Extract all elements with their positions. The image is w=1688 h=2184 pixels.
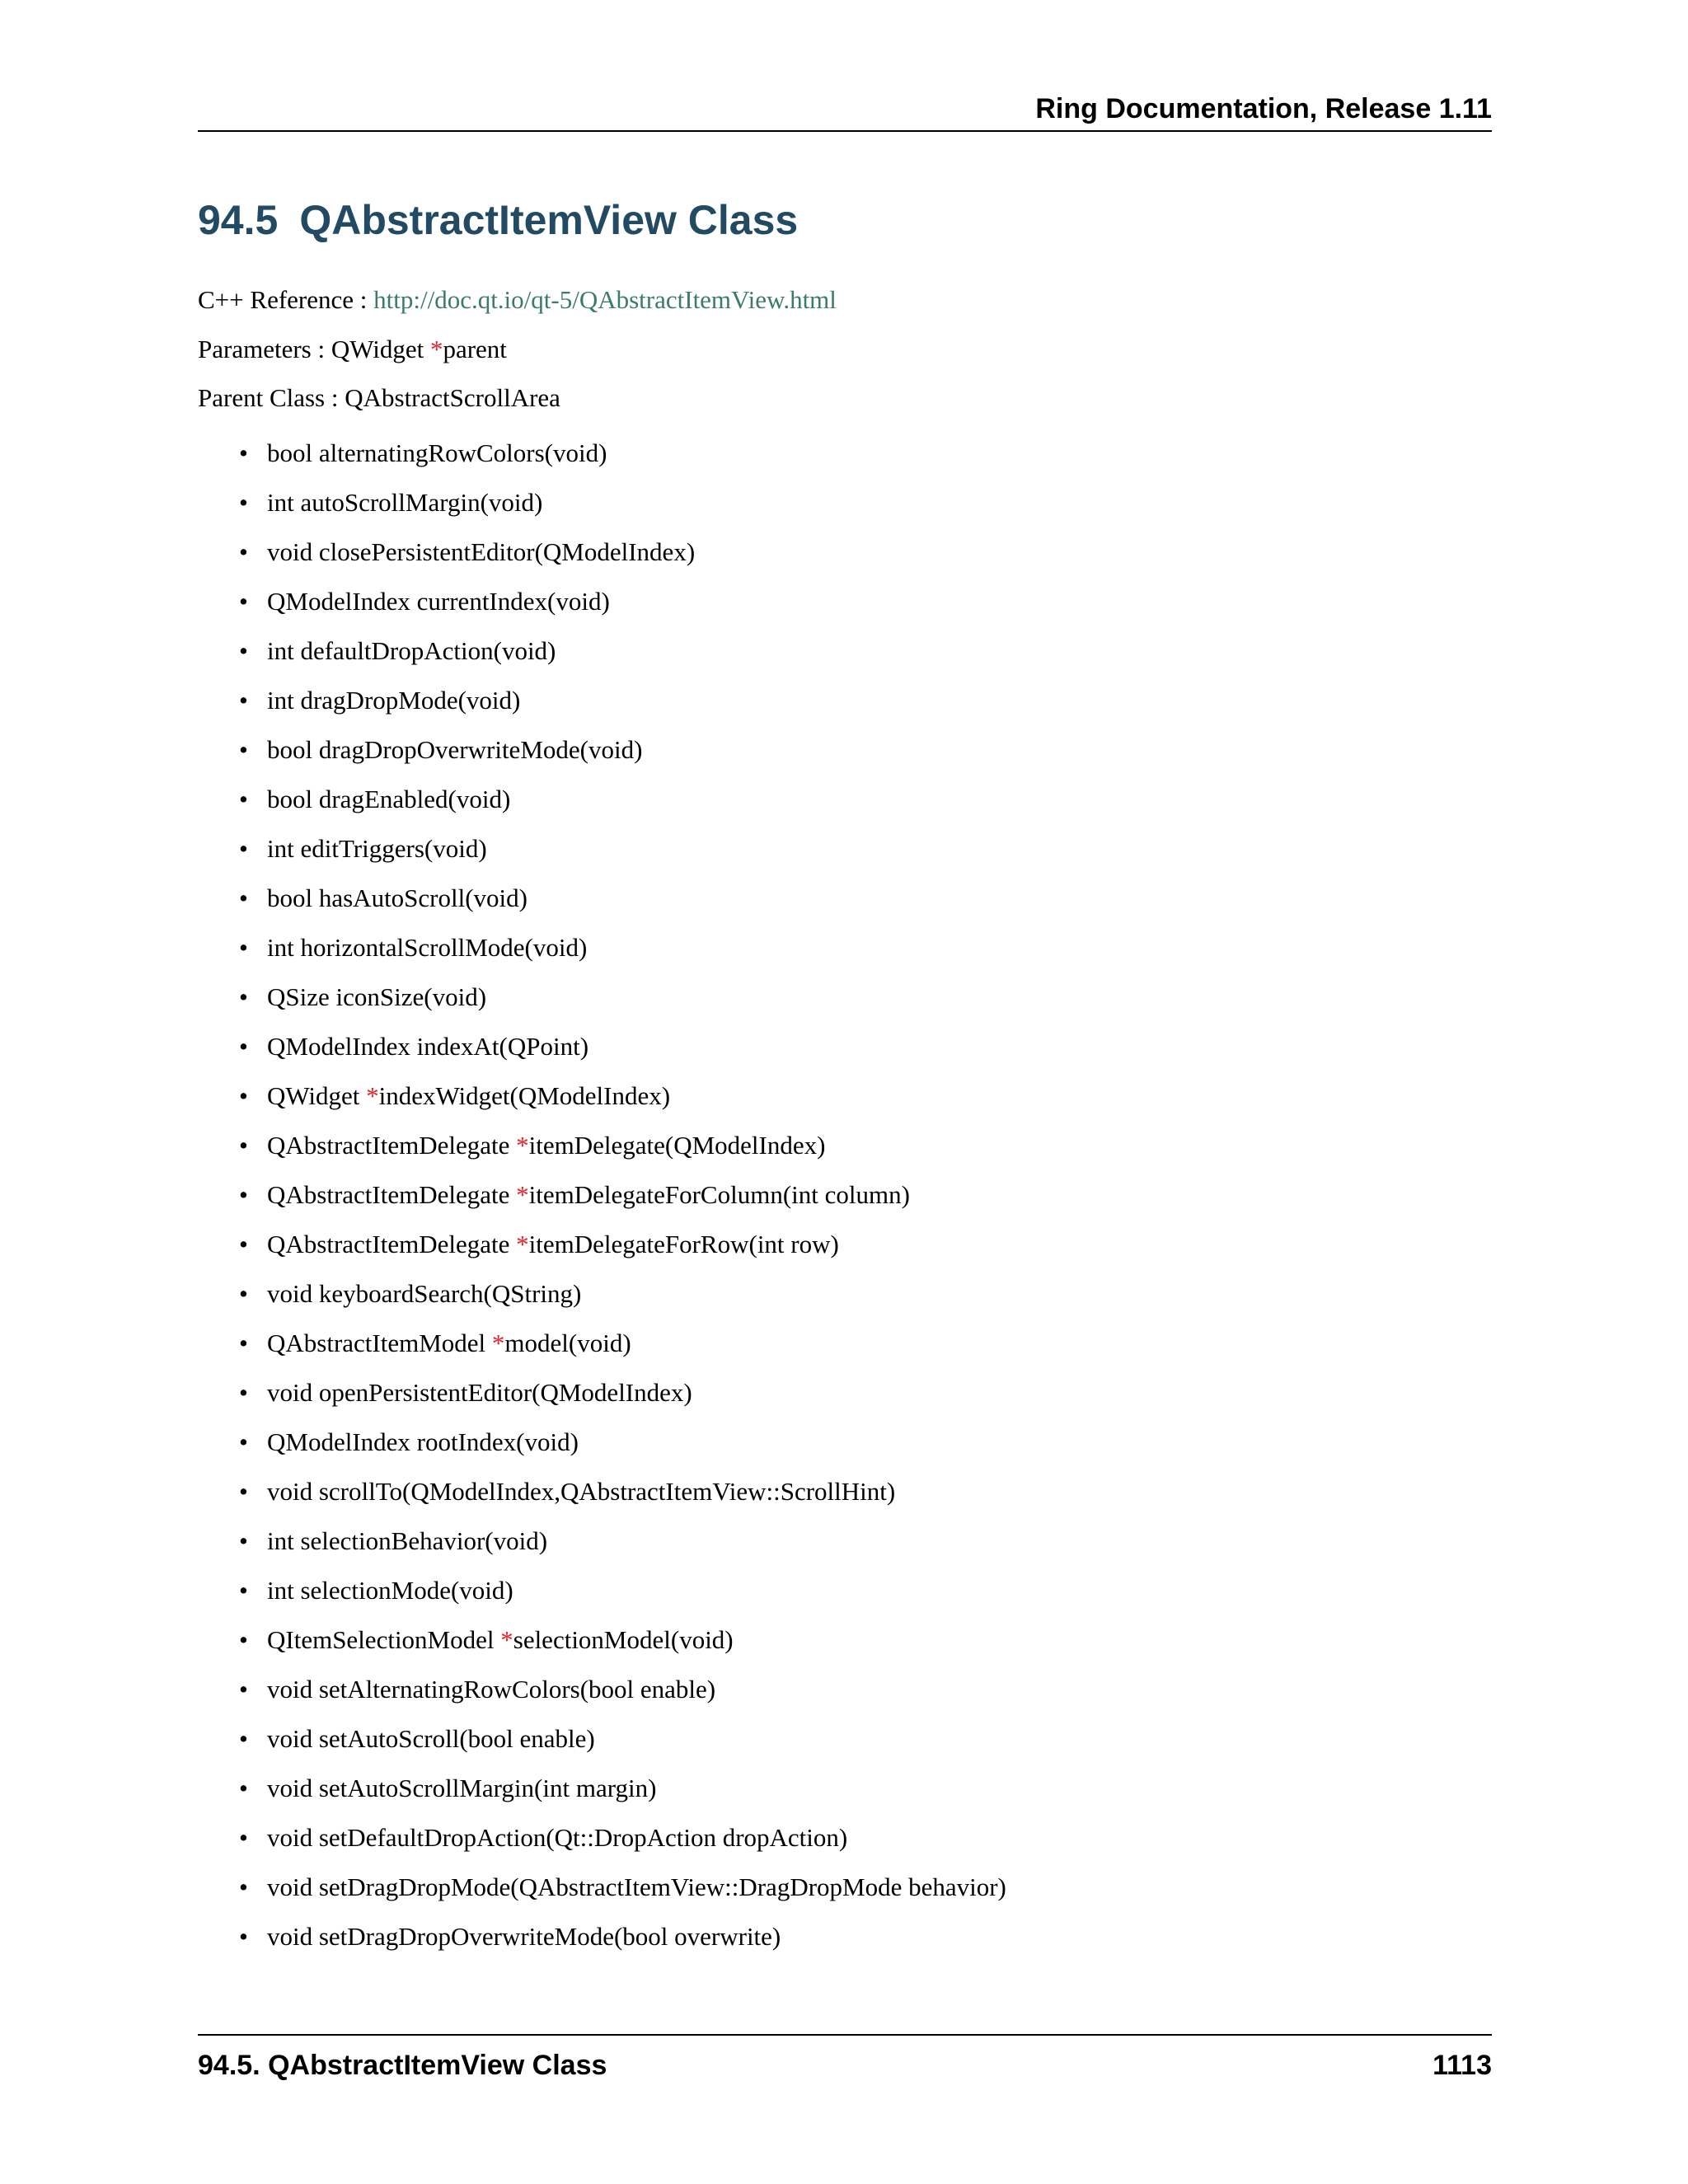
pointer-star: *	[429, 335, 443, 363]
method-list-item	[239, 732, 1006, 781]
section-title: QAbstractItemView Class	[299, 197, 799, 243]
bullet-icon: •	[239, 834, 248, 863]
page-footer	[198, 2034, 1492, 2085]
pointer-star: *	[366, 1081, 379, 1110]
method-signature-rest: selectionModel(void)	[513, 1625, 734, 1654]
method-list-item	[239, 1226, 1006, 1276]
method-list-item	[239, 1919, 1006, 1968]
pointer-star: *	[491, 1329, 505, 1357]
parameters-line	[198, 331, 507, 368]
method-list-item	[239, 1424, 1006, 1474]
bullet-icon: •	[239, 438, 248, 467]
method-list-item	[239, 435, 1006, 485]
method-list-item	[239, 1276, 1006, 1325]
bullet-icon: •	[239, 1526, 248, 1555]
bullet-icon: •	[239, 785, 248, 813]
method-signature: QItemSelectionModel	[267, 1625, 501, 1654]
method-list-item	[239, 1523, 1006, 1572]
method-list-item	[239, 583, 1006, 633]
bullet-icon: •	[239, 1823, 248, 1852]
bullet-icon: •	[239, 1378, 248, 1407]
parent-class-line	[198, 380, 560, 416]
cpp-reference-line	[198, 282, 837, 318]
bullet-icon: •	[239, 488, 248, 517]
method-list	[239, 435, 1006, 1968]
method-list-item	[239, 1869, 1006, 1919]
method-list-item	[239, 485, 1006, 534]
bullet-icon: •	[239, 1625, 248, 1654]
method-signature: QWidget	[267, 1081, 367, 1110]
method-list-item	[239, 1820, 1006, 1869]
bullet-icon: •	[239, 933, 248, 962]
bullet-icon: •	[239, 537, 248, 566]
bullet-icon: •	[239, 1576, 248, 1605]
method-signature-rest: model(void)	[504, 1329, 631, 1357]
method-list-item	[239, 682, 1006, 732]
pointer-star: *	[500, 1625, 513, 1654]
method-signature: QModelIndex currentIndex(void)	[267, 587, 610, 616]
method-signature: int autoScrollMargin(void)	[267, 488, 543, 517]
method-signature: void setDefaultDropAction(Qt::DropAction dropAction)	[267, 1823, 848, 1852]
method-signature-rest: indexWidget(QModelIndex)	[378, 1081, 671, 1110]
method-list-item	[239, 1078, 1006, 1127]
bullet-icon: •	[239, 1774, 248, 1802]
bullet-icon: •	[239, 1477, 248, 1506]
method-signature: QAbstractItemModel	[267, 1329, 492, 1357]
bullet-icon: •	[239, 1724, 248, 1753]
pointer-star: *	[516, 1180, 529, 1209]
method-signature: void keyboardSearch(QString)	[267, 1279, 582, 1308]
method-signature: void openPersistentEditor(QModelIndex)	[267, 1378, 692, 1407]
method-list-item	[239, 534, 1006, 583]
bullet-icon: •	[239, 1872, 248, 1901]
method-signature: int dragDropMode(void)	[267, 686, 521, 715]
method-list-item	[239, 1622, 1006, 1671]
bullet-icon: •	[239, 1032, 248, 1061]
method-list-item	[239, 1474, 1006, 1523]
bullet-icon: •	[239, 636, 248, 665]
method-list-item	[239, 633, 1006, 682]
reference-link[interactable]: http://doc.qt.io/qt-5/QAbstractItemView.html	[373, 285, 837, 314]
method-list-item	[239, 1375, 1006, 1424]
method-signature-rest: itemDelegateForColumn(int column)	[528, 1180, 910, 1209]
parameters-label: Parameters : QWidget	[198, 335, 430, 363]
bullet-icon: •	[239, 1230, 248, 1258]
parameters-name: parent	[443, 335, 507, 363]
method-signature: QSize iconSize(void)	[267, 982, 487, 1011]
bullet-icon: •	[239, 735, 248, 764]
method-list-item	[239, 1325, 1006, 1375]
method-signature: bool alternatingRowColors(void)	[267, 438, 607, 467]
method-list-item	[239, 781, 1006, 831]
method-signature: void scrollTo(QModelIndex,QAbstractItemView::ScrollHint)	[267, 1477, 896, 1506]
pointer-star: *	[516, 1131, 529, 1160]
bullet-icon: •	[239, 1180, 248, 1209]
method-signature: QModelIndex rootIndex(void)	[267, 1427, 579, 1456]
bullet-icon: •	[239, 1922, 248, 1951]
method-signature: void closePersistentEditor(QModelIndex)	[267, 537, 696, 566]
reference-label: C++ Reference :	[198, 285, 374, 314]
bullet-icon: •	[239, 1131, 248, 1160]
pointer-star: *	[516, 1230, 529, 1258]
method-signature-rest: itemDelegate(QModelIndex)	[528, 1131, 826, 1160]
method-list-item	[239, 831, 1006, 880]
method-signature: int editTriggers(void)	[267, 834, 487, 863]
method-list-item	[239, 1671, 1006, 1721]
method-list-item	[239, 1721, 1006, 1770]
method-signature: void setAlternatingRowColors(bool enable)	[267, 1675, 716, 1704]
method-signature-rest: itemDelegateForRow(int row)	[528, 1230, 839, 1258]
page-header	[198, 91, 1492, 132]
bullet-icon: •	[239, 587, 248, 616]
method-signature: QAbstractItemDelegate	[267, 1180, 517, 1209]
method-signature: void setAutoScroll(bool enable)	[267, 1724, 595, 1753]
method-signature: void setDragDropMode(QAbstractItemView::DragDropMode behavior)	[267, 1872, 1006, 1901]
header-title: Ring Documentation, Release 1.11	[1035, 93, 1492, 124]
method-list-item	[239, 930, 1006, 979]
method-list-item	[239, 1770, 1006, 1820]
method-signature: bool dragEnabled(void)	[267, 785, 511, 813]
bullet-icon: •	[239, 1675, 248, 1704]
bullet-icon: •	[239, 1081, 248, 1110]
method-signature: QModelIndex indexAt(QPoint)	[267, 1032, 589, 1061]
method-list-item	[239, 1127, 1006, 1177]
section-number: 94.5	[198, 197, 279, 243]
section-heading	[198, 191, 798, 249]
method-signature: bool hasAutoScroll(void)	[267, 883, 528, 912]
method-signature: int selectionBehavior(void)	[267, 1526, 548, 1555]
method-signature: void setDragDropOverwriteMode(bool overwrite)	[267, 1922, 781, 1951]
footer-section-title: 94.5. QAbstractItemView Class	[198, 2050, 607, 2081]
bullet-icon: •	[239, 982, 248, 1011]
method-list-item	[239, 1029, 1006, 1078]
method-signature: int defaultDropAction(void)	[267, 636, 556, 665]
bullet-icon: •	[239, 1329, 248, 1357]
method-list-item	[239, 1572, 1006, 1622]
bullet-icon: •	[239, 1427, 248, 1456]
method-signature: int selectionMode(void)	[267, 1576, 513, 1605]
method-list-item	[239, 979, 1006, 1029]
page-number: 1113	[1432, 2050, 1492, 2081]
method-signature: bool dragDropOverwriteMode(void)	[267, 735, 643, 764]
method-signature: void setAutoScrollMargin(int margin)	[267, 1774, 657, 1802]
method-list-item	[239, 880, 1006, 930]
method-list-item	[239, 1177, 1006, 1226]
method-signature: QAbstractItemDelegate	[267, 1131, 517, 1160]
bullet-icon: •	[239, 883, 248, 912]
bullet-icon: •	[239, 1279, 248, 1308]
method-signature: QAbstractItemDelegate	[267, 1230, 517, 1258]
bullet-icon: •	[239, 686, 248, 715]
parent-class-text: Parent Class : QAbstractScrollArea	[198, 383, 560, 412]
method-signature: int horizontalScrollMode(void)	[267, 933, 588, 962]
